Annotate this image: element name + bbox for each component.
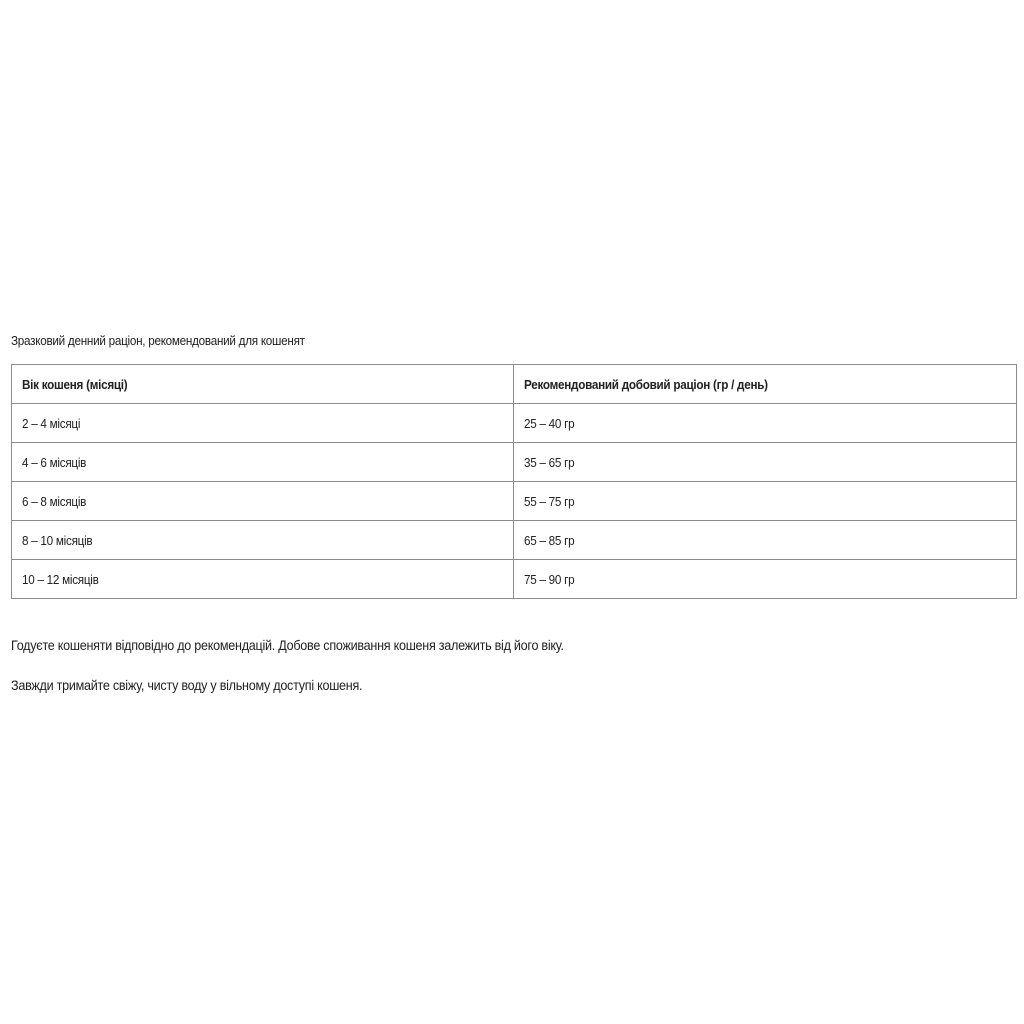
table-row (12, 521, 1017, 560)
water-note: Завжди тримайте свіжу, чисту воду у вільному доступі кошеня. (11, 677, 363, 693)
cell-ration: 25 – 40 гр (514, 404, 1017, 443)
header-age: Вік кошеня (місяці) (12, 365, 514, 404)
table-caption: Зразковий денний раціон, рекомендований для кошенят (11, 333, 305, 348)
feeding-note: Годуєте кошеняти відповідно до рекомендацій. Добове споживання кошеня залежить від його віку. (11, 637, 564, 653)
cell-age: 8 – 10 місяців (12, 521, 514, 560)
table-header-row (12, 365, 1017, 404)
daily-ration-table (11, 364, 1017, 599)
table-row (12, 482, 1017, 521)
cell-age: 2 – 4 місяці (12, 404, 514, 443)
table-row (12, 404, 1017, 443)
cell-ration: 55 – 75 гр (514, 482, 1017, 521)
cell-age: 6 – 8 місяців (12, 482, 514, 521)
cell-age: 10 – 12 місяців (12, 560, 514, 599)
cell-ration: 35 – 65 гр (514, 443, 1017, 482)
header-ration: Рекомендований добовий раціон (гр / день) (514, 365, 1017, 404)
table-row (12, 560, 1017, 599)
cell-age: 4 – 6 місяців (12, 443, 514, 482)
cell-ration: 65 – 85 гр (514, 521, 1017, 560)
cell-ration: 75 – 90 гр (514, 560, 1017, 599)
table-row (12, 443, 1017, 482)
